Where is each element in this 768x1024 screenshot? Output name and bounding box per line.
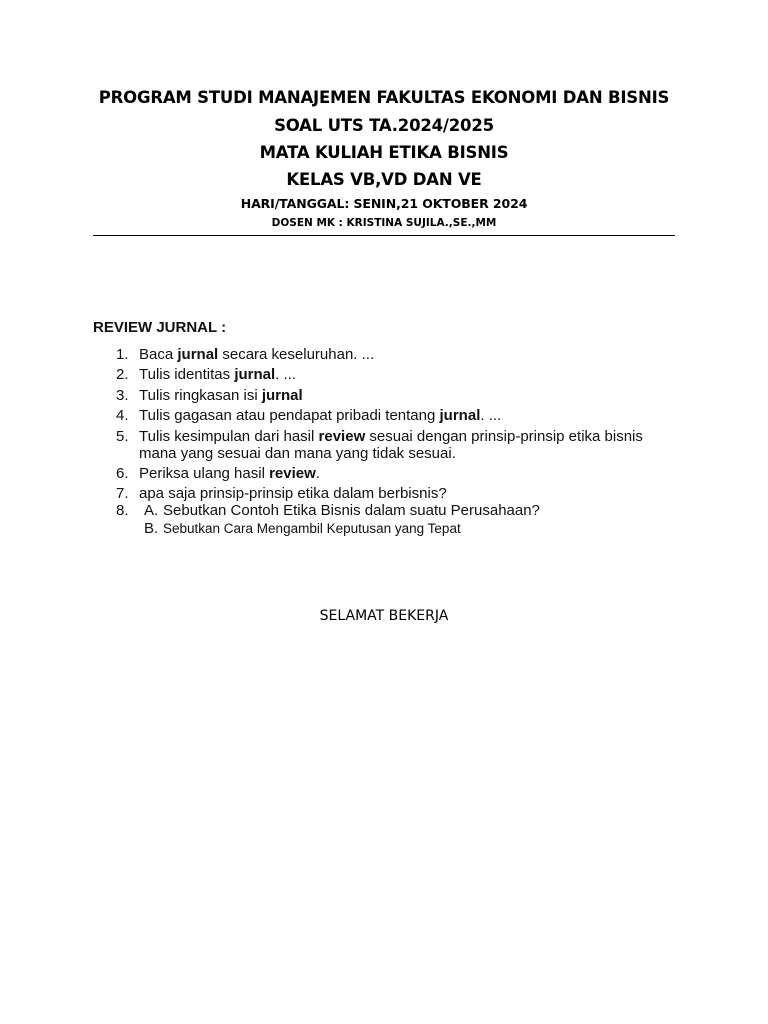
sub-item-letter: B. [144,520,159,537]
item-number: 7. [116,485,129,502]
item-number: 5. [116,428,129,445]
header-mata-kuliah: MATA KULIAH ETIKA BISNIS [259,143,509,162]
header-divider [93,235,675,236]
sub-item-letter: A. [144,502,159,519]
sub-item-text: Sebutkan Contoh Etika Bisnis dalam suatu Perusahaan? [163,502,540,519]
item-text: Tulis ringkasan isi jurnal [139,387,303,404]
item-text: Periksa ulang hasil review. [139,465,320,482]
item-text: Baca jurnal secara keseluruhan. ... [139,346,375,363]
item-number: 6. [116,465,129,482]
item-number: 1. [116,346,129,363]
header-dosen: DOSEN MK : KRISTINA SUJILA.,SE.,MM [271,217,497,229]
item-text: apa saja prinsip-prinsip etika dalam berbisnis? [139,485,447,502]
item-text: Tulis gagasan atau pendapat pribadi tentang jurnal. ... [139,407,502,424]
header-kelas: KELAS VB,VD DAN VE [286,170,482,189]
item-text: Tulis kesimpulan dari hasil review sesuai dengan prinsip-prinsip etika bisnis mana yang sesuai dan mana yang tidak sesuai. [139,428,643,462]
item-text: Tulis identitas jurnal. ... [139,366,297,383]
section-title: REVIEW JURNAL : [93,319,227,336]
item-number: 8. [116,502,129,519]
item-number: 3. [116,387,129,404]
header-soal-uts: SOAL UTS TA.2024/2025 [274,116,494,135]
sub-item-text: Sebutkan Cara Mengambil Keputusan yang Tepat [163,521,461,536]
closing-text: SELAMAT BEKERJA [319,608,449,624]
item-number: 2. [116,366,129,383]
header-program-studi: PROGRAM STUDI MANAJEMEN FAKULTAS EKONOMI DAN BISNIS [98,88,670,107]
item-number: 4. [116,407,129,424]
header-hari-tanggal: HARI/TANGGAL: SENIN,21 OKTOBER 2024 [240,196,528,211]
